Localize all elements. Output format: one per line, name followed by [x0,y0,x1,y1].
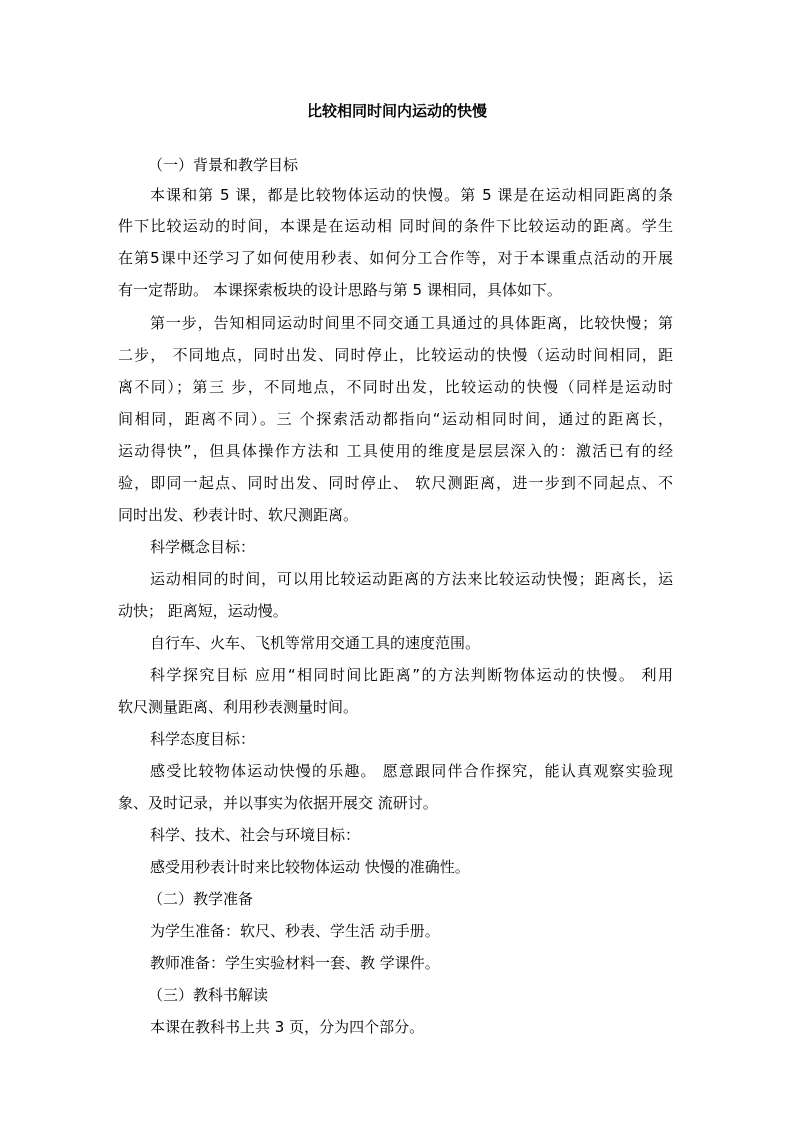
paragraph-line: 同时出发、秒表计时、软尺测距离。 [118,506,359,524]
paragraph-line: 在第5课中还学习了如何使用秒表、如何分工合作等，对于本课重点活动的开展 [118,249,673,267]
paragraph-line: 感受用秒表计时来比较物体运动 快慢的准确性。 [150,858,470,876]
paragraph-line: 件下比较运动的时间，本课是在运动相 同时间的条件下比较运动的距离。学生 [118,217,673,235]
paragraph-line: 间相同，距离不同）。三 个探索活动都指向“运动相同时间，通过的距离长， [118,410,673,428]
section-label-science-attitude: 科学态度目标： [150,730,256,748]
paragraph-line: 为学生准备：软尺、秒表、学生活 动手册。 [150,922,440,940]
paragraph-line: 自行车、火车、飞机等常用交通工具的速度范围。 [150,634,481,652]
paragraph-line: 科学探究目标 应用“相同时间比距离”的方法判断物体运动的快慢。 利用 [150,666,673,684]
document-title: 比较相同时间内运动的快慢 [306,102,487,120]
paragraph-line: 教师准备：学生实验材料一套、教 学课件。 [150,954,440,972]
paragraph-line: 本课和第 5 课，都是比较物体运动的快慢。第 5 课是在运动相同距离的条 [150,186,673,204]
paragraph-line: 象、及时记录，并以事实为依据开展交 流研讨。 [118,794,438,812]
paragraph-line: 有一定帮助。 本课探索板块的设计思路与第 5 课相同，具体如下。 [118,281,562,299]
paragraph-line: 运动相同的时间，可以用比较运动距离的方法来比较运动快慢；距离长，运 [150,570,673,588]
section-label-science-concept: 科学概念目标： [150,538,256,556]
paragraph-line: 二步， 不同地点，同时出发、同时停止，比较运动的快慢（运动时间相同，距 [118,346,673,364]
paragraph-line: 感受比较物体运动快慢的乐趣。 愿意跟同伴合作探究，能认真观察实验现 [150,762,673,780]
paragraph-line: 运动得快”，但具体操作方法和 工具使用的维度是层层深入的：激活已有的经 [118,442,673,460]
paragraph-line: 软尺测量距离、利用秒表测量时间。 [118,698,359,716]
section-label-sts-goal: 科学、技术、社会与环境目标： [150,826,361,844]
paragraph-line: 离不同）；第三 步，不同地点，不同时出发，比较运动的快慢（同样是运动时 [118,378,673,396]
paragraph-line: 验，即同一起点、同时出发、同时停止、 软尺测距离，进一步到不同起点、不 [118,474,673,492]
section-heading-textbook: （三）教科书解读 [148,986,269,1004]
paragraph-line: 第一步，告知相同运动时间里不同交通工具通过的具体距离，比较快慢；第 [150,314,673,332]
section-heading-preparation: （二）教学准备 [148,890,254,908]
paragraph-line: 动快； 距离短，运动慢。 [118,602,288,620]
section-heading-background: （一）背景和教学目标 [148,156,299,174]
paragraph-line: 本课在教科书上共 3 页，分为四个部分。 [150,1018,425,1036]
